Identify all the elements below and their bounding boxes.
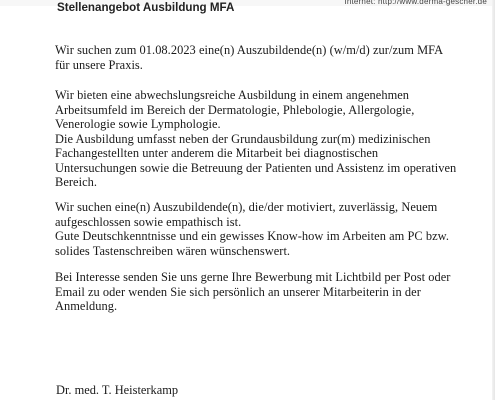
text-line: Untersuchungen sowie die Betreuung der Patienten und Assistenz im operativen (55, 160, 457, 175)
page-title: Stellenangebot Ausbildung MFA (57, 1, 235, 14)
text-line: Fachangestellten unter anderem die Mitarbeit bei diagnostischen (55, 146, 379, 160)
text-line: Bereich. (55, 175, 98, 189)
paragraph-intro (55, 43, 480, 72)
text-line: aufgeschlossen sowie empathisch ist. (55, 214, 242, 229)
paragraph-offer (55, 88, 480, 190)
text-line: für unsere Praxis. (55, 57, 143, 72)
text-line: Wir bieten eine abwechslungsreiche Ausbildung in einem angenehmen (55, 88, 410, 102)
paragraph-requirements (55, 200, 480, 258)
text-line: Gute Deutschkenntnisse und ein gewisses Know-how im Arbeiten am PC bzw. (55, 229, 450, 243)
text-line: Arbeitsumfeld im Bereich der Dermatologie, Phlebologie, Allergologie, (55, 102, 415, 117)
text-line: Die Ausbildung umfasst neben der Grundausbildung zur(m) medizinischen (55, 131, 431, 146)
text-line: Wir suchen zum 01.08.2023 eine(n) Auszubildende(n) (w/m/d) zur/zum MFA (55, 43, 444, 57)
website-url: Internet: http://www.derma-gescher.de (344, 0, 487, 6)
text-line: Anmeldung. (55, 299, 118, 313)
text-line: Wir suchen eine(n) Auszubildende(n), die/der motiviert, zuverlässig, Neuem (55, 200, 438, 214)
signature: Dr. med. T. Heisterkamp (56, 383, 179, 397)
text-line: Bei Interesse senden Sie uns gerne Ihre Bewerbung mit Lichtbild per Post oder (55, 270, 451, 284)
text-line: solides Tastenschreiben wären wünschenswert. (55, 243, 291, 258)
text-line: Email zu oder wenden Sie sich persönlich an unserer Mitarbeiterin in der (55, 284, 421, 299)
text-line: Venerologie sowie Lymphologie. (55, 117, 221, 131)
paragraph-application (55, 270, 480, 314)
